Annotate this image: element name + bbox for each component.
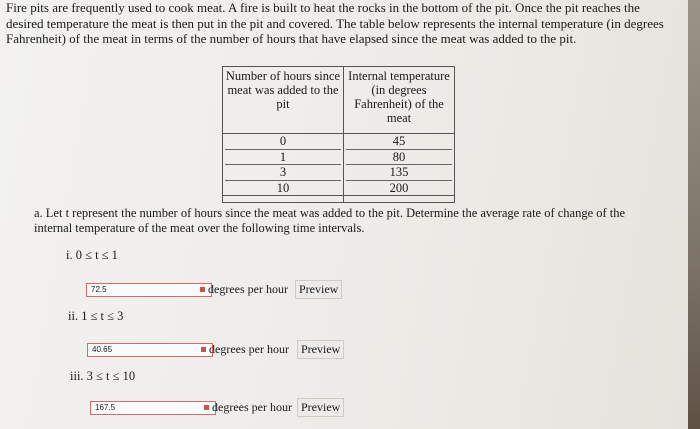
part-i-unit-text: degrees per hour [208,282,288,296]
part-i-label: i. 0 ≤ t ≤ 1 [66,248,118,262]
hours-cell: 10 [276,180,290,195]
table-spacer-cell [223,196,344,203]
part-i-answer-input[interactable]: 72.5 [86,283,212,297]
answer-status-icon [201,347,206,352]
part-iii-unit-text: degrees per hour [212,400,292,414]
part-ii-preview-button[interactable]: Preview [297,340,344,359]
part-ii-unit [201,342,289,357]
part-iii-preview-button[interactable]: Preview [297,398,344,417]
hours-column-values [223,134,344,196]
part-iii-unit [204,400,292,415]
hours-cell: 3 [225,165,341,181]
table-spacer-cell [344,196,455,203]
part-ii-label: ii. 1 ≤ t ≤ 3 [68,309,124,323]
temperature-column-values [344,134,455,196]
temperature-cell: 80 [346,150,452,166]
data-table [222,66,455,203]
answer-status-icon [204,405,209,410]
temperature-cell: 200 [389,180,409,195]
hours-column-header: Number of hours since meat was added to the pit [223,67,344,134]
part-ii-answer-input[interactable]: 40.65 [87,343,213,357]
page-edge-background [688,0,700,429]
part-iii-label: iii. 3 ≤ t ≤ 10 [70,369,136,383]
temperature-cell: 45 [346,134,452,150]
problem-intro: Fire pits are frequently used to cook meat. A fire is built to heat the rocks in the bottom of the pit. Once the pit reaches the desired temperature the meat is then put in the pit and covered. The table below represents the internal temperature (in degrees Fahrenheit) of the meat in terms of the number of hours that have elapsed since the meat was added to the pit. [6,0,664,46]
part-i-preview-button[interactable]: Preview [295,280,342,299]
answer-status-icon [200,287,205,292]
question-a: a. Let t represent the number of hours since the meat was added to the pit. Determine the average rate of change of the internal temperature of the meat over the following time intervals. [34,206,626,235]
temperature-cell: 135 [346,165,452,181]
part-ii-unit-text: degrees per hour [209,342,289,356]
part-iii-answer-input[interactable]: 167.5 [90,401,216,415]
part-i-unit [200,282,288,297]
hours-cell: 1 [225,150,341,166]
temperature-column-header: Internal temperature (in degrees Fahrenheit) of the meat [344,67,455,134]
hours-cell: 0 [225,134,341,150]
